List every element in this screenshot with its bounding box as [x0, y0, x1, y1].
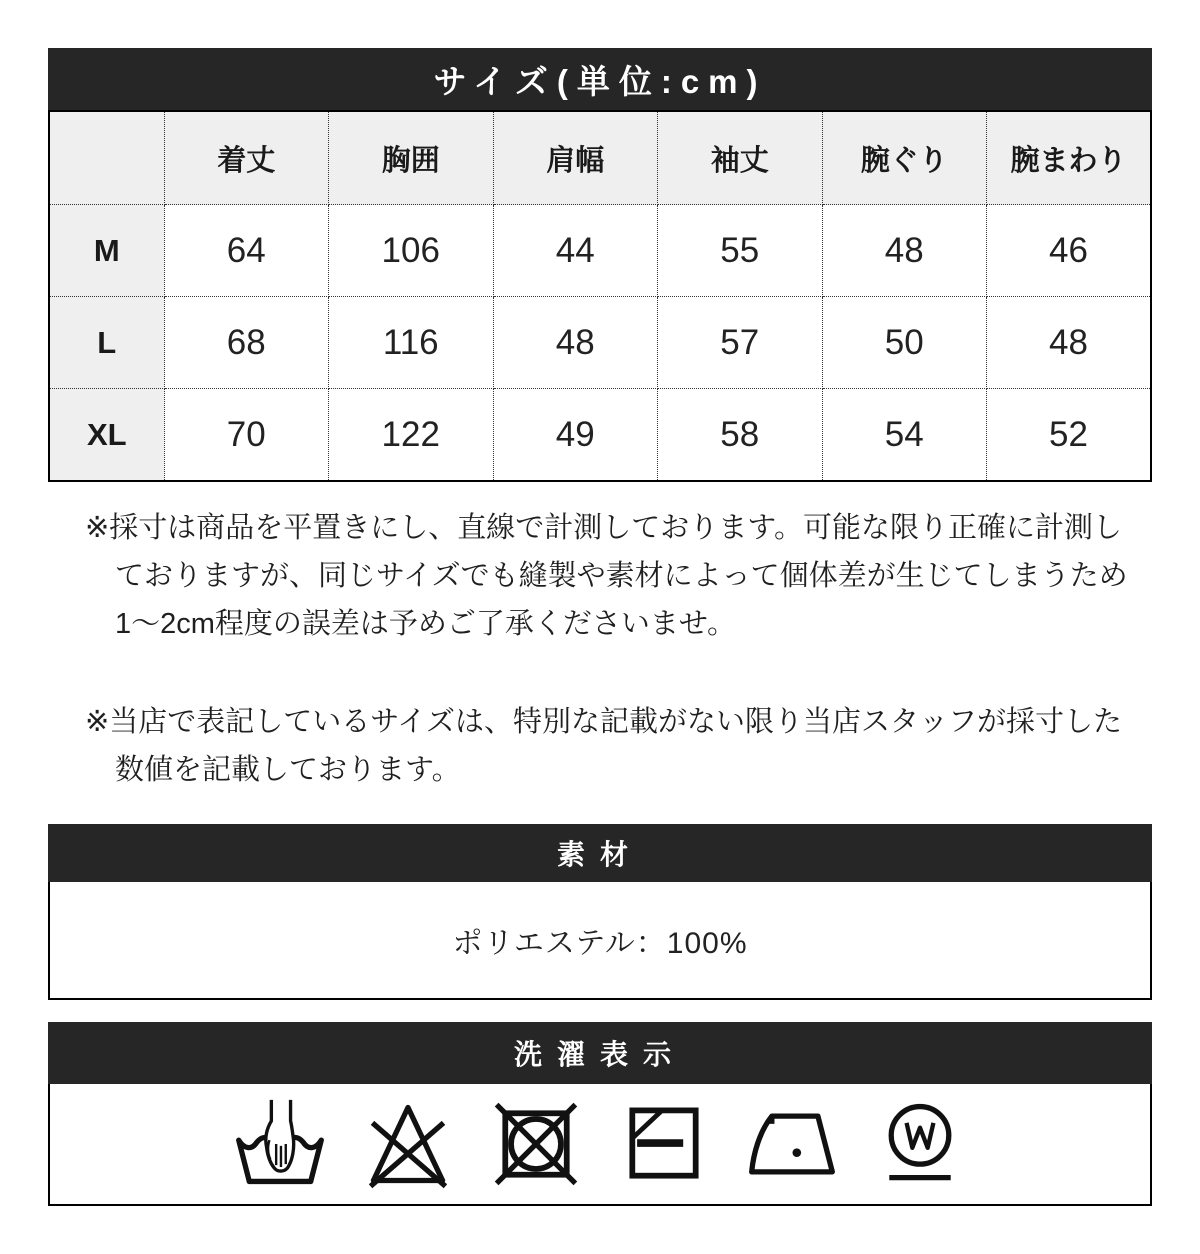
size-cell: 46: [987, 205, 1152, 297]
size-row-label: M: [49, 205, 164, 297]
size-cell: 49: [493, 389, 658, 482]
column-header-arm-circumference: 腕まわり: [987, 111, 1152, 205]
size-cell: 57: [658, 297, 823, 389]
dry-flat-in-shade-icon: [616, 1096, 712, 1192]
do-not-bleach-icon: [360, 1096, 456, 1192]
staff-measured-note: [48, 698, 1152, 794]
size-row-label: XL: [49, 389, 164, 482]
laundry-title: 洗濯表示: [513, 1039, 686, 1070]
size-cell: 48: [493, 297, 658, 389]
size-cell: 48: [987, 297, 1152, 389]
note-line: 数値を記載しております。: [115, 754, 461, 786]
material-title: 素材: [556, 839, 643, 870]
size-table: [48, 110, 1152, 482]
hand-wash-icon: [232, 1096, 328, 1192]
size-cell: 54: [822, 389, 987, 482]
size-cell: 64: [164, 205, 329, 297]
size-cell: 116: [329, 297, 494, 389]
size-row-m: [49, 205, 1151, 297]
note-line: ておりますが、同じサイズでも縫製や素材によって個体差が生じてしまうため: [115, 560, 1128, 592]
column-header-sleeve-length: 袖丈: [658, 111, 823, 205]
measurement-note: [48, 504, 1152, 648]
column-header-chest: 胸囲: [329, 111, 494, 205]
size-table-corner-cell: [49, 111, 164, 205]
column-header-body-length: 着丈: [164, 111, 329, 205]
material-title-bar: [48, 824, 1152, 882]
column-header-shoulder-width: 肩幅: [493, 111, 658, 205]
size-cell: 106: [329, 205, 494, 297]
note-line: ※採寸は商品を平置きにし、直線で計測しております。可能な限り正確に計測し: [85, 512, 1122, 544]
size-row-label: L: [49, 297, 164, 389]
note-line: ※当店で表記しているサイズは、特別な記載がない限り当店スタッフが採寸した: [85, 706, 1122, 738]
column-header-armhole: 腕ぐり: [822, 111, 987, 205]
size-cell: 50: [822, 297, 987, 389]
wet-cleaning-gentle-icon: [872, 1096, 968, 1192]
material-section: [48, 824, 1152, 1000]
size-row-l: [49, 297, 1151, 389]
size-cell: 55: [658, 205, 823, 297]
size-section-title-bar: [48, 48, 1152, 110]
size-cell: 58: [658, 389, 823, 482]
size-cell: 122: [329, 389, 494, 482]
size-row-xl: [49, 389, 1151, 482]
material-value: ポリエステル：100%: [452, 927, 748, 960]
laundry-title-bar: [48, 1022, 1152, 1084]
note-line: 1〜2cm程度の誤差は予めご了承くださいませ。: [115, 608, 737, 640]
laundry-icons-box: [48, 1084, 1152, 1206]
material-value-box: [48, 882, 1152, 1000]
size-cell: 48: [822, 205, 987, 297]
laundry-section: [48, 1022, 1152, 1206]
size-cell: 70: [164, 389, 329, 482]
size-cell: 52: [987, 389, 1152, 482]
size-table-header-row: [49, 111, 1151, 205]
size-cell: 44: [493, 205, 658, 297]
size-section: [48, 48, 1152, 482]
iron-low-heat-icon: [744, 1096, 840, 1192]
size-section-title: サイズ(単位:cm): [433, 62, 767, 100]
size-cell: 68: [164, 297, 329, 389]
do-not-tumble-dry-icon: [488, 1096, 584, 1192]
